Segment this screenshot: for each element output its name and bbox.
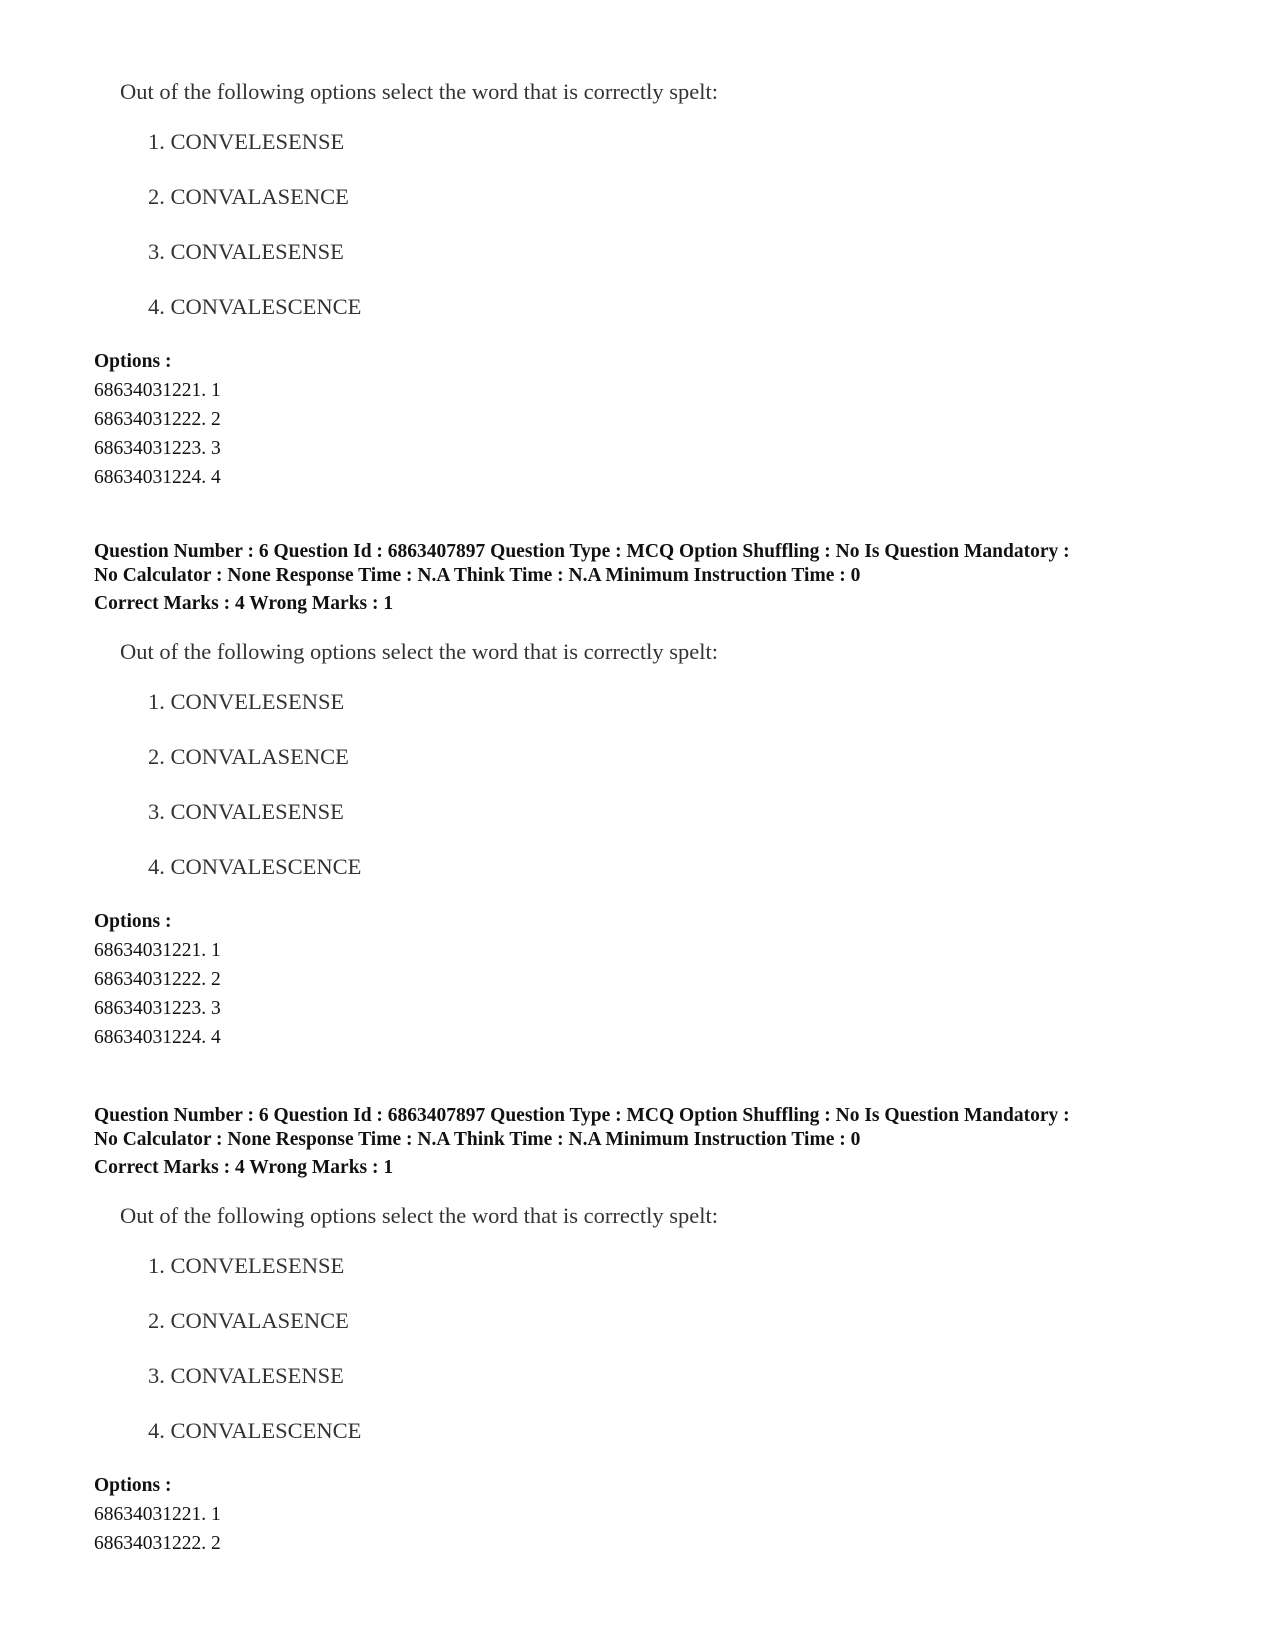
options-list (94, 1500, 1194, 1558)
choice-item: 4. CONVALESCENCE (148, 854, 362, 879)
choice-item: 4. CONVALESCENCE (148, 294, 362, 319)
options-list (94, 936, 1194, 1052)
question-block-2 (94, 540, 1194, 1052)
option-item: 68634031223. 3 (94, 998, 221, 1019)
option-item: 68634031222. 2 (94, 969, 221, 990)
question-image (94, 1202, 1194, 1445)
options-heading: Options : (94, 1475, 172, 1496)
option-item: 68634031223. 3 (94, 438, 221, 459)
choice-list (148, 1252, 1194, 1445)
question-meta-line-1: Question Number : 6 Question Id : 6863407897 Question Type : MCQ Option Shuffling : No Is Question Mandatory : (94, 1105, 1070, 1126)
question-marks: Correct Marks : 4 Wrong Marks : 1 (94, 593, 394, 614)
choice-item: 2. CONVALASENCE (148, 1308, 349, 1333)
choice-item: 1. CONVELESENSE (148, 1253, 345, 1278)
question-marks: Correct Marks : 4 Wrong Marks : 1 (94, 1157, 394, 1178)
options-heading: Options : (94, 351, 172, 372)
option-item: 68634031221. 1 (94, 1504, 221, 1525)
question-text: Out of the following options select the word that is correctly spelt: (120, 639, 718, 664)
choice-item: 3. CONVALESENSE (148, 239, 344, 264)
option-item: 68634031222. 2 (94, 409, 221, 430)
question-image (94, 638, 1194, 881)
options-heading: Options : (94, 911, 172, 932)
choice-item: 2. CONVALASENCE (148, 744, 349, 769)
choice-item: 4. CONVALESCENCE (148, 1418, 362, 1443)
choice-item: 3. CONVALESENSE (148, 799, 344, 824)
options-list (94, 376, 1194, 492)
question-image (94, 78, 1194, 321)
choice-item: 3. CONVALESENSE (148, 1363, 344, 1388)
question-meta-line-2: No Calculator : None Response Time : N.A Think Time : N.A Minimum Instruction Time : 0 (94, 565, 861, 586)
question-block-1 (94, 78, 1194, 492)
question-meta-line-2: No Calculator : None Response Time : N.A Think Time : N.A Minimum Instruction Time : 0 (94, 1129, 861, 1150)
question-text: Out of the following options select the word that is correctly spelt: (120, 79, 718, 104)
question-block-3 (94, 1104, 1194, 1558)
question-text: Out of the following options select the word that is correctly spelt: (120, 1203, 718, 1228)
choice-item: 1. CONVELESENSE (148, 689, 345, 714)
choice-list (148, 688, 1194, 881)
option-item: 68634031224. 4 (94, 467, 221, 488)
option-item: 68634031221. 1 (94, 380, 221, 401)
option-item: 68634031221. 1 (94, 940, 221, 961)
option-item: 68634031222. 2 (94, 1533, 221, 1554)
choice-list (148, 128, 1194, 321)
choice-item: 1. CONVELESENSE (148, 129, 345, 154)
option-item: 68634031224. 4 (94, 1027, 221, 1048)
choice-item: 2. CONVALASENCE (148, 184, 349, 209)
question-meta-line-1: Question Number : 6 Question Id : 6863407897 Question Type : MCQ Option Shuffling : No Is Question Mandatory : (94, 541, 1070, 562)
